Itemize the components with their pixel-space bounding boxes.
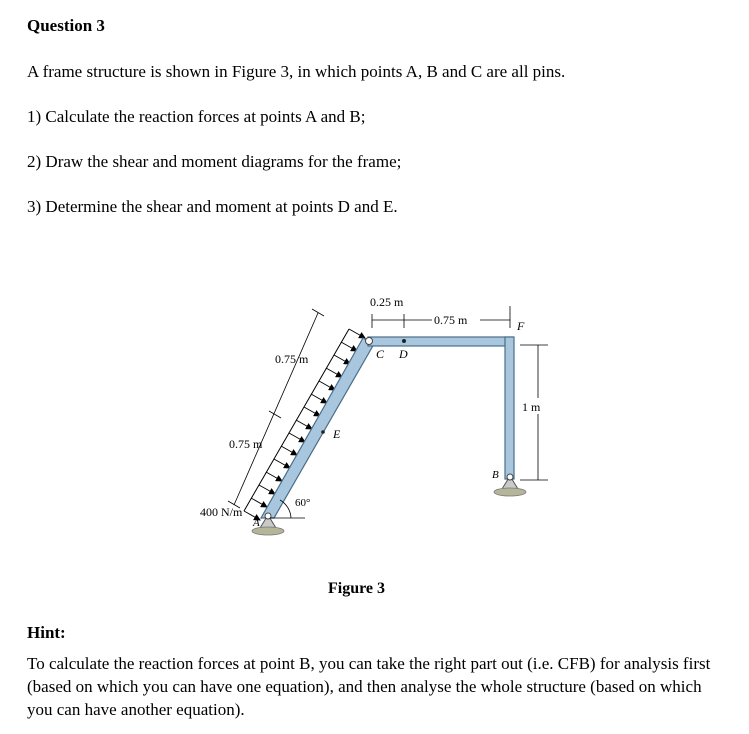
label-dim-height: 1 m — [522, 400, 541, 414]
question-item-2: 2) Draw the shear and moment diagrams for the frame; — [27, 152, 402, 171]
pin-c — [366, 338, 373, 345]
point-d-marker — [402, 339, 406, 343]
label-dim-lower-incline: 0.75 m — [229, 437, 263, 451]
question-item-1: 1) Calculate the reaction forces at points A and B; — [27, 107, 366, 126]
support-b — [494, 474, 526, 496]
figure-caption: Figure 3 — [328, 580, 386, 597]
hint-text: To calculate the reaction forces at point B, you can take the right part out (i.e. CFB) for analysis first (based on which you can have one equation), and then analyse the whole structure (based on which you can have another equation). — [27, 654, 711, 719]
incline-dimension-lines — [228, 309, 324, 508]
label-dim-cd: 0.25 m — [370, 295, 404, 309]
label-point-f: F — [517, 319, 525, 333]
label-point-d: D — [399, 347, 408, 361]
hint-title: Hint: — [27, 623, 66, 642]
point-e-marker — [321, 430, 325, 434]
question-intro: A frame structure is shown in Figure 3, in which points A, B and C are all pins. — [27, 62, 566, 81]
question-item-3: 3) Determine the shear and moment at points D and E. — [27, 197, 398, 216]
label-load: 400 N/m — [200, 505, 243, 519]
label-point-a: A — [253, 517, 260, 529]
label-angle: 60° — [295, 497, 311, 509]
label-dim-df: 0.75 m — [434, 313, 468, 327]
label-dim-upper-incline: 0.75 m — [275, 352, 309, 366]
label-point-b: B — [492, 469, 499, 481]
label-point-e: E — [333, 427, 341, 441]
label-point-c: C — [376, 347, 385, 361]
question-title: Question 3 — [27, 16, 105, 35]
frame-figure — [180, 285, 560, 570]
